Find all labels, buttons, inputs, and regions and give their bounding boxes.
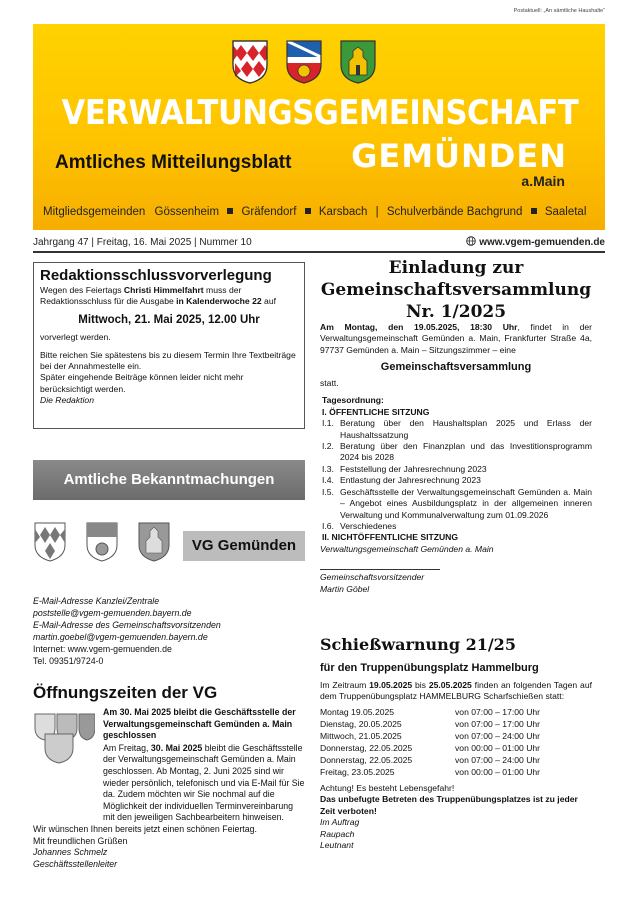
table-row: Freitag, 23.05.2025 von 00:00 – 01:00 Uhr (320, 767, 541, 778)
school-saaletal: Saaletal (544, 206, 587, 218)
table-row: Donnerstag, 22.05.2025 von 07:00 – 24:00 Uhr (320, 755, 541, 766)
invitation-body (320, 322, 592, 595)
deadline-para-1: Wegen des Feiertags Christi Himmelfahrt muss der Redaktionsschluss für die Ausgabe in Kalenderwoche 22 auf (40, 285, 276, 307)
agenda-item: I.6. Verschiedenes (322, 520, 397, 531)
issue-info: Jahrgang 47 | Freitag, 16. Mai 2025 | Nummer 10 (33, 237, 252, 248)
firing-sign-3: Leutnant (320, 839, 354, 850)
agenda-item: I.5. Geschäftsstelle der Verwaltungsgemeinschaft Gemünden a. Main – Angebot eines Ausbildungsplatz in der allgemeinen inneren Verwaltung und Kommunalverwaltung zum 01.09.2026 (322, 486, 592, 520)
contact-phone: Tel. 09351/9724-0 (33, 656, 104, 667)
deadline-para-3: Bitte reichen Sie spätestens bis zu diesem Termin Ihre Textbeiträge bei der Annahmestelle ein. (40, 349, 296, 371)
members-prefix: Mitgliedsgemeinden (43, 206, 146, 218)
invitation-sign-name: Martin Göbel (320, 583, 370, 594)
closure-greeting: Mit freundlichen Grüßen (33, 835, 128, 846)
firing-prohibition: Das unbefugte Betreten des Truppenübungsplatzes ist zu jeder Zeit verboten! (320, 794, 578, 816)
agenda (322, 395, 592, 543)
section-bar-official-notices: Amtliche Bekanntmachungen (33, 460, 305, 500)
firing-intro: Im Zeitraum 19.05.2025 bis 25.05.2025 finden an folgenden Tagen auf dem Truppenübungsplatz HAMMELBURG Scharfschießen statt: (320, 680, 592, 702)
agenda-label: Tagesordnung: (322, 395, 384, 406)
closure-wishes: Wir wünschen Ihnen bereits jetzt einen schönen Feiertag. (33, 824, 257, 835)
table-row: Donnerstag, 22.05.2025 von 00:00 – 01:00 Uhr (320, 743, 541, 754)
member-communities: Mitgliedsgemeinden Gössenheim Gräfendorf Karsbach | Schulverbände Bachgrund Saaletal (43, 206, 587, 218)
deadline-para-2: vorverlegt werden. (40, 332, 111, 343)
invitation-title: Einladung zur Gemeinschaftsversammlung Nr. 1/2025 (320, 258, 592, 322)
agenda-item: I.1. Beratung über den Haushaltsplan 2025 und Erlass der Haushaltssatzung (322, 418, 592, 440)
invitation-statt: statt. (320, 377, 339, 388)
firing-warning-body (320, 680, 592, 851)
agenda-public-section: I. ÖFFENTLICHE SITZUNG (322, 406, 430, 417)
masthead-town-suffix: a.Main (521, 173, 565, 189)
header-divider (33, 251, 605, 253)
member-karsbach: Karsbach (318, 206, 368, 218)
member-grafendorf: Gräfendorf (241, 206, 297, 218)
firing-sign-1: Im Auftrag (320, 817, 360, 828)
closure-sign-name: Johannes Schmelz (33, 847, 108, 858)
contact-email-chair[interactable]: martin.goebel@vgem-gemuenden.bayern.de (33, 632, 208, 643)
agenda-item: I.2. Beratung über den Finanzplan und das Investitionsprogramm 2024 bis 2028 (322, 441, 592, 463)
contact-block (33, 595, 305, 667)
vg-crest-row (33, 517, 305, 569)
table-row: Mittwoch, 21.05.2025 von 07:00 – 24:00 Uhr (320, 731, 541, 742)
bullet-square-icon (531, 208, 537, 214)
website-text: www.vgem-gemuenden.de (479, 237, 605, 248)
masthead-town: GEMÜNDEN (351, 137, 567, 175)
agenda-item: I.3. Feststellung der Jahresrechnung 2023 (322, 463, 487, 474)
deadline-title: Redaktionsschlussvorverlegung (40, 267, 272, 284)
postal-note: Postaktuell: „An sämtliche Haushalte“ (513, 8, 605, 14)
bullet-square-icon (305, 208, 311, 214)
firing-danger: Achtung! Es besteht Lebensgefahr! (320, 782, 455, 793)
masthead-banner (33, 24, 605, 230)
deadline-para-4: Später eingehende Beiträge können leider nicht mehr berücksichtigt werden. (40, 372, 244, 394)
invitation-assembly: Gemeinschaftsversammlung (380, 361, 532, 374)
coat-of-arms-red-icon (231, 39, 269, 85)
firing-warning-subtitle: für den Truppenübungsplatz Hammelburg (320, 662, 539, 674)
opening-hours-body (33, 707, 305, 871)
bullet-square-icon (227, 208, 233, 214)
table-row: Montag 19.05.2025 von 07:00 – 17:00 Uhr (320, 707, 541, 718)
opening-hours-title: Öffnungszeiten der VG (33, 683, 218, 702)
vg-gemuenden-label: VG Gemünden (183, 531, 305, 561)
closure-headline: Am 30. Mai 2025 bleibt die Geschäftsstelle der Verwaltungsgemeinschaft Gemünden a. Main geschlossen (103, 707, 296, 741)
firing-sign-2: Raupach (320, 828, 355, 839)
school-associations: Schulverbände Bachgrund (386, 206, 523, 218)
masthead-subtitle: Amtliches Mitteilungsblatt (55, 152, 292, 173)
contact-email-office[interactable]: poststelle@vgem-gemuenden.bayern.de (33, 608, 192, 619)
coat-of-arms-grey-2-icon (85, 521, 119, 563)
deadline-date: Mittwoch, 21. Mai 2025, 12.00 Uhr (78, 313, 260, 326)
member-gossenheim: Gössenheim (154, 206, 220, 218)
globe-icon (466, 236, 476, 246)
masthead-title: VERWALTUNGSGEMEINSCHAFT (61, 93, 579, 133)
coat-of-arms-grey-3-icon (137, 521, 171, 563)
agenda-item: I.4. Entlastung der Jahresrechnung 2023 (322, 475, 481, 486)
contact-line-3: E-Mail-Adresse des Gemeinschaftsvorsitzenden (33, 620, 221, 631)
coat-of-arms-green-icon (339, 39, 377, 85)
closure-sign-role: Geschäftsstellenleiter (33, 858, 118, 869)
contact-line-1: E-Mail-Adresse Kanzlei/Zentrale (33, 596, 160, 606)
closure-text: Am Freitag, 30. Mai 2025 bleibt die Geschäftsstelle der Verwaltungsgemeinschaft Gemünden a. Main geschlossen. Ab Montag, 2. Juni 2025 sind wir wieder persönlich, telefonisch und via E-Mail für Sie da. Zudem möchten wir Sie nochmal auf die Möglichkeit der individuellen Terminvereinbarung mit den jeweiligen Sachbearbeitern hinweisen. (103, 742, 305, 823)
coat-of-arms-grey-1-icon (33, 521, 67, 563)
deadline-notice-box (33, 262, 305, 429)
invitation-intro: Am Montag, den 19.05.2025, 18:30 Uhr, findet in der Verwaltungsgemeinschaft Gemünden a. Main, Frankfurter Straße 4a, 97737 Gemünden a. Main – Sitzungszimmer – eine (320, 322, 592, 355)
table-row: Dienstag, 20.05.2025 von 07:00 – 17:00 Uhr (320, 719, 541, 730)
coat-of-arms-blue-icon (285, 39, 323, 85)
firing-warning-title: Schießwarnung 21/25 (320, 635, 516, 654)
contact-internet[interactable]: Internet: www.vgem-gemuenden.de (33, 644, 172, 655)
invitation-sign-role: Gemeinschaftsvorsitzender (320, 572, 425, 583)
firing-schedule-table (320, 707, 540, 779)
agenda-private-section: II. NICHTÖFFENTLICHE SITZUNG (322, 532, 459, 543)
signature-line (320, 569, 440, 570)
invitation-org: Verwaltungsgemeinschaft Gemünden a. Main (320, 543, 494, 554)
deadline-sign: Die Redaktion (40, 395, 94, 406)
website-link[interactable] (466, 236, 605, 248)
